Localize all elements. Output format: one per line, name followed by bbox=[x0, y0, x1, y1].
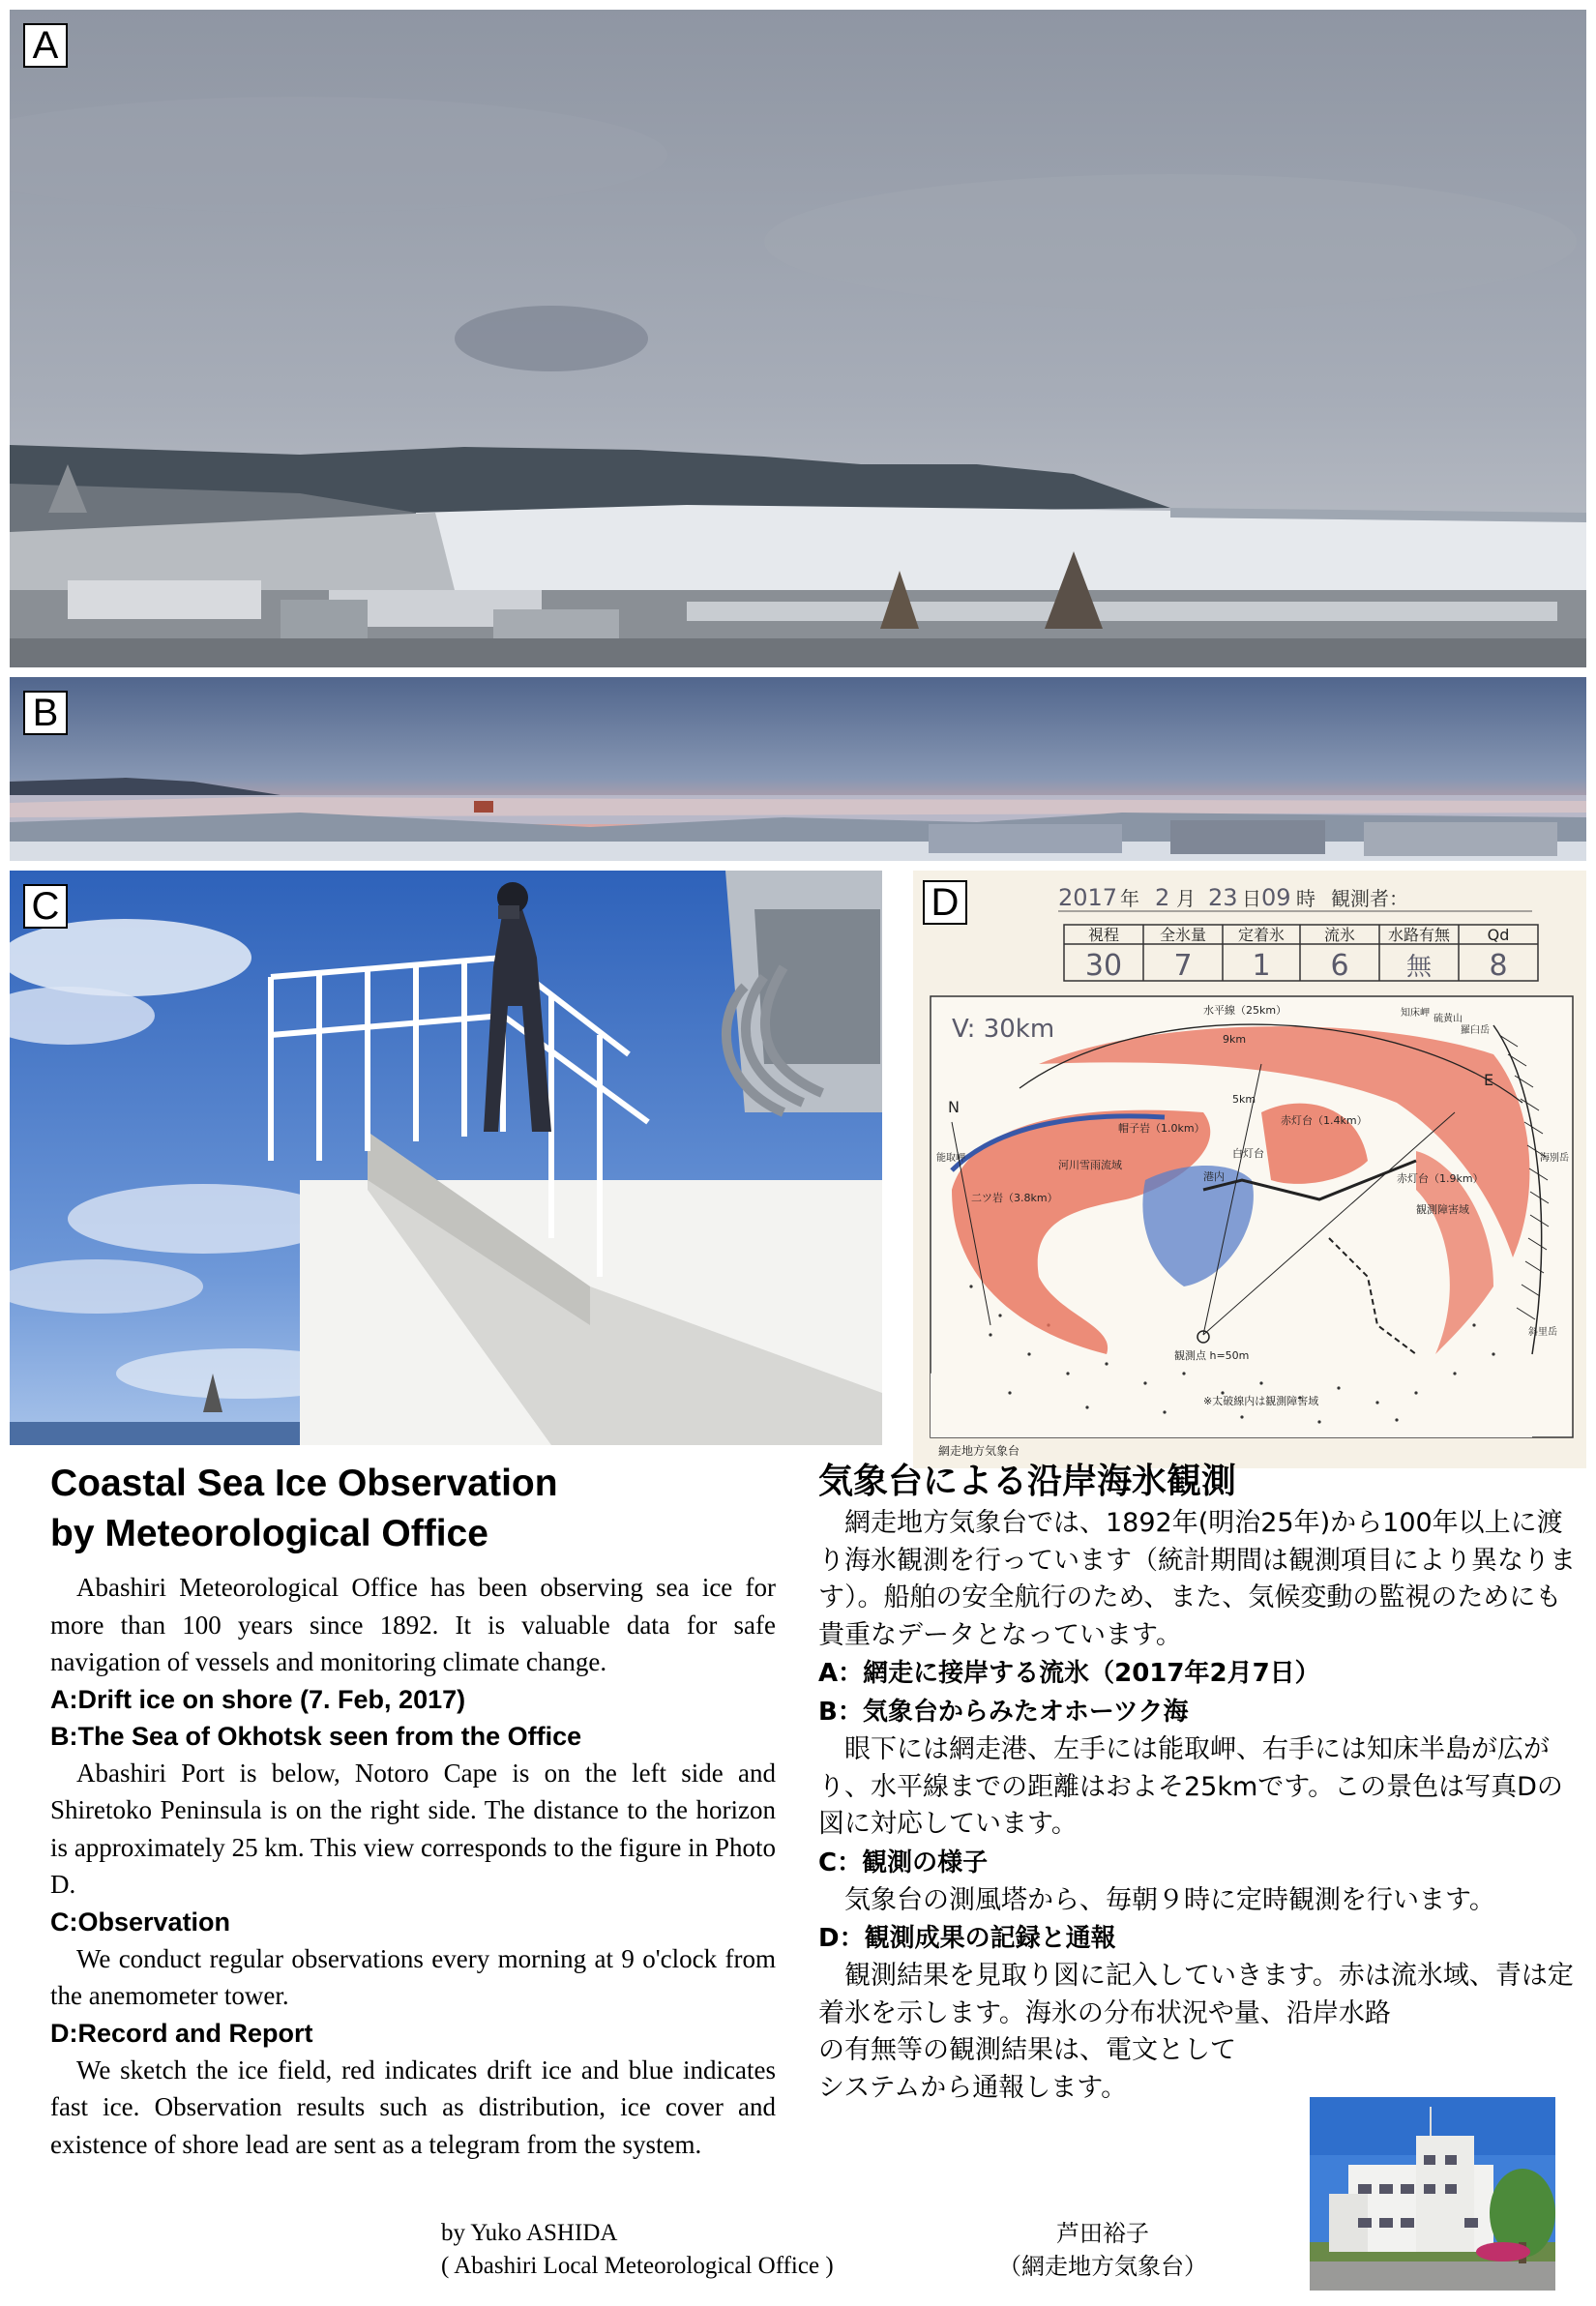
credit-english bbox=[441, 2217, 834, 2283]
sketch-9km: 9km bbox=[1223, 1033, 1247, 1046]
sketch-horizon-label: 水平線（25km） bbox=[1203, 1004, 1287, 1017]
japanese-article bbox=[818, 1459, 1582, 2107]
sketch-north: N bbox=[948, 1098, 960, 1116]
sketch-header: 定着氷 bbox=[1237, 926, 1286, 944]
panel-label-a: A bbox=[23, 23, 68, 68]
sketch-right-2: 斜里岳 bbox=[1528, 1327, 1557, 1338]
sketch-cape-left: 能取岬 bbox=[936, 1153, 965, 1164]
section-c-text-en: We conduct regular observations every morning at 9 o'clock from the anemometer tower. bbox=[50, 1943, 776, 2010]
credit-jp-line2: （網走地方気象台） bbox=[998, 2253, 1207, 2280]
title-en-line2: by Meteorological Office bbox=[50, 1513, 488, 1554]
sketch-lighthouse: 赤灯台（1.4km） bbox=[1281, 1114, 1368, 1127]
section-d-head-en: D:Record and Report bbox=[50, 2018, 313, 2048]
sketch-white-lighthouse: 白灯台 bbox=[1232, 1147, 1264, 1160]
title-en-line1: Coastal Sea Ice Observation bbox=[50, 1463, 558, 1504]
section-d-text-jp-3: システムから通報します。 bbox=[818, 2072, 1128, 2103]
sketch-day: 23 bbox=[1208, 884, 1238, 911]
intro-jp: 網走地方気象台では、1892年(明治25年)から100年以上に渡り海氷観測を行っています（統計期間は観測項目により異なります）。船舶の安全航行のため、また、気候変動の監視のためにも貴重なデータとなっています。 bbox=[818, 1508, 1576, 1650]
panel-label-b: B bbox=[23, 691, 68, 735]
sketch-obstacle: 観測障害域 bbox=[1416, 1203, 1469, 1216]
section-c-title: Observation bbox=[77, 1907, 231, 1936]
sketch-port: 港内 bbox=[1203, 1170, 1225, 1183]
section-d-title: Record and Report bbox=[77, 2018, 313, 2048]
sketch-observer-label: 観測者： bbox=[1331, 887, 1408, 910]
section-c-head-jp: C：観測の様子 bbox=[818, 1848, 989, 1877]
sketch-legend-note: ※太破線内は観測障害域 bbox=[1203, 1395, 1319, 1407]
title-jp: 気象台による沿岸海氷観測 bbox=[818, 1462, 1237, 1501]
section-b-title: The Sea of Okhotsk seen from the Office bbox=[77, 1721, 582, 1751]
photo-b-okhotsk-panorama bbox=[10, 677, 1586, 861]
credit-jp-line1: 芦田裕子 bbox=[1056, 2220, 1149, 2247]
english-article bbox=[50, 1459, 776, 2163]
section-c-text-jp: 気象台の測風塔から、毎朝９時に定時観測を行います。 bbox=[844, 1884, 1495, 1915]
sketch-month-char: 月 bbox=[1176, 887, 1196, 910]
photo-office-building bbox=[1310, 2097, 1555, 2291]
sketch-year-char: 年 bbox=[1120, 887, 1139, 910]
section-d-head-jp: D：観測成果の記録と通報 bbox=[818, 1924, 1116, 1953]
sketch-office-name: 網走地方気象台 bbox=[938, 1444, 1020, 1458]
credit-en-line1: by Yuko ASHIDA bbox=[441, 2220, 618, 2246]
section-d-text-jp-1: 観測結果を見取り図に記入していきます。赤は流氷域、青は定着氷を示します。海氷の分布状況や量、沿岸水路 bbox=[818, 1961, 1574, 2028]
sketch-value: 8 bbox=[1489, 949, 1508, 983]
sketch-hour-char: 時 bbox=[1296, 887, 1315, 910]
sketch-green-lighthouse: 赤灯台（1.9km） bbox=[1397, 1172, 1484, 1185]
section-d-key: D bbox=[50, 2018, 70, 2048]
sketch-5km: 5km bbox=[1232, 1093, 1256, 1106]
sketch-visibility: V: 30km bbox=[952, 1015, 1055, 1044]
sketch-value: 30 bbox=[1084, 949, 1123, 983]
sketch-mountain-3: 羅臼岳 bbox=[1461, 1025, 1490, 1036]
section-b-text-en: Abashiri Port is below, Notoro Cape is on the left side and Shiretoko Peninsula is on the right side. The distance to the horizon is approximately 25 km. This view corresponds to the figure in Photo D. bbox=[50, 1758, 776, 1899]
panel-label-d: D bbox=[923, 880, 967, 925]
sketch-header: 全氷量 bbox=[1159, 926, 1207, 944]
section-c-head-en: C:Observation bbox=[50, 1907, 231, 1936]
sketch-header: 流氷 bbox=[1323, 926, 1356, 944]
panel-label-c: C bbox=[23, 884, 68, 929]
section-a-head-en: A:Drift ice on shore (7. Feb, 2017) bbox=[50, 1684, 466, 1714]
sketch-month: 2 bbox=[1155, 884, 1170, 911]
intro-en: Abashiri Meteorological Office has been observing sea ice for more than 100 years since 1892. It is valuable data for safe navigation of vessels and monitoring climate change. bbox=[50, 1573, 776, 1676]
section-c-key: C bbox=[50, 1907, 70, 1936]
sketch-value: 7 bbox=[1173, 949, 1193, 983]
sketch-right-1: 海別岳 bbox=[1540, 1153, 1569, 1164]
section-b-head-jp: B：気象台からみたオホーツク海 bbox=[818, 1698, 1189, 1727]
section-d-text-jp-2: の有無等の観測結果は、電文として bbox=[818, 2035, 1236, 2065]
sketch-obs-point: 観測点 h=50m bbox=[1174, 1349, 1250, 1362]
photo-a-drift-ice bbox=[10, 10, 1586, 667]
title-en bbox=[50, 1459, 776, 1559]
photo-c-observation bbox=[10, 871, 882, 1445]
sketch-value: 無 bbox=[1405, 953, 1433, 982]
sketch-value: 1 bbox=[1252, 949, 1271, 983]
section-b-key: B bbox=[50, 1721, 70, 1751]
sketch-mountain-2: 硫黄山 bbox=[1433, 1014, 1463, 1024]
sketch-teraoka: 帽子岩（1.0km） bbox=[1118, 1122, 1205, 1135]
sketch-river: 河川雪雨流域 bbox=[1058, 1159, 1122, 1171]
sketch-value: 6 bbox=[1330, 949, 1349, 983]
section-d-text-en: We sketch the ice field, red indicates drift ice and blue indicates fast ice. Observation results such as distribution, ice cover and existence of shore lead are sent as a telegram from the system. bbox=[50, 2055, 776, 2159]
credit-japanese bbox=[998, 2217, 1207, 2283]
sketch-hour: 09 bbox=[1261, 884, 1291, 911]
sketch-header: 視程 bbox=[1087, 926, 1120, 944]
credit-en-line2: ( Abashiri Local Meteorological Office ) bbox=[441, 2253, 834, 2279]
sketch-header: 水路有無 bbox=[1387, 926, 1451, 944]
sketch-header: Qd bbox=[1487, 926, 1510, 944]
sketch-day-char: 日 bbox=[1242, 887, 1261, 910]
section-a-title: Drift ice on shore (7. Feb, 2017) bbox=[77, 1684, 466, 1714]
sketch-east: E bbox=[1484, 1071, 1494, 1089]
sketch-year: 2017 bbox=[1058, 884, 1118, 911]
sketch-mountain-1: 知床岬 bbox=[1401, 1008, 1430, 1019]
photo-d-ice-sketch bbox=[913, 871, 1586, 1468]
section-a-head-jp: A：網走に接岸する流氷（2017年2月7日） bbox=[818, 1659, 1320, 1688]
section-b-head-en: B:The Sea of Okhotsk seen from the Office bbox=[50, 1721, 582, 1751]
section-b-text-jp: 眼下には網走港、左手には能取岬、右手には知床半島が広がり、水平線までの距離はおよそ25kmです。この景色は写真Dの図に対応しています。 bbox=[818, 1734, 1563, 1839]
sketch-futatsu: 二ツ岩（3.8km） bbox=[971, 1192, 1058, 1204]
section-a-key: A bbox=[50, 1684, 70, 1714]
